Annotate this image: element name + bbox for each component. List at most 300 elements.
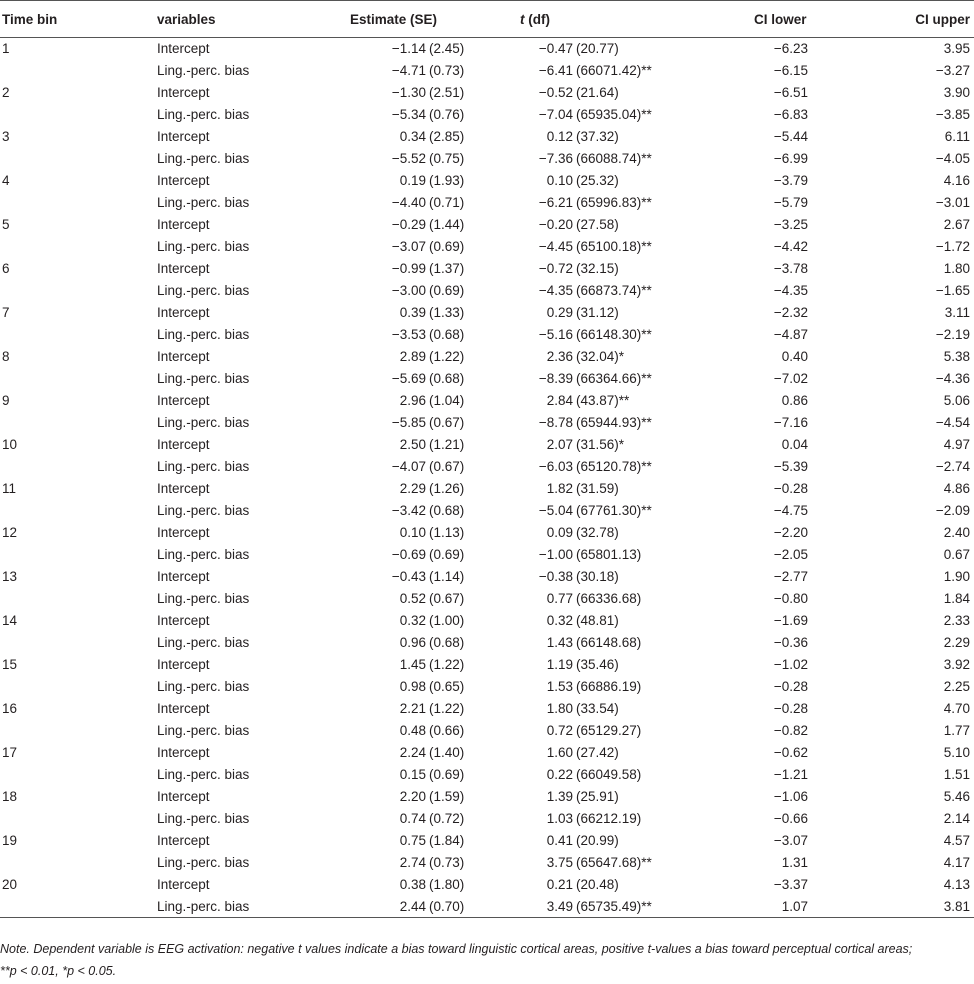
cell-ci-lower: [737, 170, 867, 192]
standard-error: (1.33): [429, 305, 465, 320]
cell-ci-upper: 4.57: [943, 833, 970, 848]
cell-estimate: [332, 588, 517, 610]
cell-ci-lower: [737, 192, 867, 214]
table-row: [0, 148, 974, 170]
cell-time-bin: 14: [2, 613, 18, 628]
cell-ci-lower: [737, 588, 867, 610]
table-row: [0, 764, 974, 786]
ci-lower-value: −2.32: [773, 305, 808, 320]
df-value: (32.78): [576, 525, 619, 540]
t-value: 3.49: [546, 898, 573, 914]
cell-t-df: [517, 808, 737, 830]
cell-ci-lower: [737, 764, 867, 786]
cell-time-bin: 6: [2, 261, 10, 276]
header-t-df: [517, 1, 737, 38]
cell-time-bin: [0, 324, 152, 346]
ci-lower-value: −6.23: [773, 41, 808, 57]
table-row: [0, 742, 974, 764]
ci-lower-value: −3.25: [773, 217, 808, 232]
cell-t-df: [517, 522, 737, 544]
ci-lower-value: 1.07: [781, 898, 808, 914]
cell-t-df: [517, 500, 737, 522]
df-value: (65100.18)**: [576, 239, 652, 254]
standard-error: (2.51): [429, 85, 465, 100]
estimate-value: −0.99: [391, 261, 426, 276]
standard-error: (0.73): [429, 855, 465, 870]
cell-estimate: [332, 346, 517, 368]
cell-time-bin: [0, 236, 152, 258]
cell-ci-upper: 4.70: [943, 701, 970, 716]
df-value: (66364.66)**: [576, 371, 652, 386]
t-value: −8.78: [538, 415, 573, 430]
cell-t-df: [517, 126, 737, 148]
cell-ci-lower: [737, 632, 867, 654]
ci-lower-value: −0.80: [773, 591, 808, 606]
standard-error: (1.22): [429, 349, 465, 364]
cell-variable: Intercept: [157, 789, 210, 804]
cell-estimate: [332, 808, 517, 830]
cell-t-df: [517, 896, 737, 918]
header-variables: variables: [152, 1, 332, 38]
estimate-value: −5.52: [391, 151, 426, 166]
cell-ci-upper: 2.33: [943, 613, 970, 628]
cell-ci-lower: [737, 258, 867, 280]
cell-t-df: [517, 654, 737, 676]
standard-error: (1.84): [429, 833, 465, 848]
standard-error: (1.59): [429, 789, 465, 804]
standard-error: (0.69): [429, 283, 465, 298]
t-value: −4.45: [538, 239, 573, 254]
t-value: 0.29: [546, 305, 573, 320]
cell-ci-lower: [737, 126, 867, 148]
table-row: [0, 698, 974, 720]
t-value: 1.39: [546, 789, 573, 804]
cell-time-bin: 4: [2, 173, 10, 188]
ci-lower-value: 0.04: [781, 437, 808, 452]
cell-variable: Intercept: [157, 85, 210, 100]
cell-estimate: [332, 676, 517, 698]
t-value: 1.03: [546, 811, 573, 826]
t-value: −0.52: [538, 85, 573, 100]
cell-ci-upper: −2.74: [935, 459, 970, 474]
cell-ci-upper: −3.27: [935, 63, 970, 78]
cell-estimate: [332, 104, 517, 126]
ci-lower-value: −3.37: [773, 877, 808, 892]
table-row: [0, 412, 974, 434]
cell-time-bin: [0, 676, 152, 698]
ci-lower-value: −4.75: [773, 503, 808, 518]
estimate-value: −0.29: [391, 217, 426, 232]
standard-error: (0.73): [429, 63, 465, 78]
cell-t-df: [517, 412, 737, 434]
standard-error: (0.68): [429, 327, 465, 342]
standard-error: (0.75): [429, 151, 465, 166]
cell-ci-lower: [737, 896, 867, 918]
cell-estimate: [332, 434, 517, 456]
cell-time-bin: 7: [2, 305, 10, 320]
table-row: [0, 302, 974, 324]
df-value: (65735.49)**: [576, 898, 652, 914]
df-value: (31.12): [576, 305, 619, 320]
ci-lower-value: −0.28: [773, 481, 808, 496]
cell-variable: Intercept: [157, 349, 210, 364]
cell-estimate: [332, 236, 517, 258]
cell-t-df: [517, 764, 737, 786]
cell-time-bin: 2: [2, 85, 10, 100]
table-row: [0, 280, 974, 302]
cell-ci-lower: [737, 214, 867, 236]
cell-estimate: [332, 214, 517, 236]
cell-ci-upper: 3.11: [944, 305, 970, 320]
estimate-value: 2.89: [399, 349, 426, 364]
cell-t-df: [517, 632, 737, 654]
cell-variable: Intercept: [157, 657, 210, 672]
standard-error: (0.70): [429, 898, 465, 914]
cell-t-df: [517, 390, 737, 412]
cell-variable: Intercept: [157, 437, 210, 452]
t-value: −1.00: [538, 547, 573, 562]
cell-time-bin: [0, 588, 152, 610]
t-value: −6.41: [538, 63, 573, 78]
cell-estimate: [332, 632, 517, 654]
table-row: [0, 456, 974, 478]
cell-t-df: [517, 82, 737, 104]
note-line-2: **p < 0.01, *p < 0.05.: [0, 964, 117, 978]
ci-lower-value: −5.44: [773, 129, 808, 144]
t-value: 0.21: [546, 877, 573, 892]
cell-ci-lower: [737, 478, 867, 500]
ci-lower-value: −2.05: [773, 547, 808, 562]
cell-estimate: [332, 258, 517, 280]
estimate-value: 0.74: [399, 811, 426, 826]
cell-ci-upper: −2.09: [935, 503, 970, 518]
standard-error: (1.13): [429, 525, 465, 540]
cell-time-bin: [0, 456, 152, 478]
header-row: [0, 1, 974, 38]
standard-error: (1.22): [429, 657, 465, 672]
df-value: (31.56)*: [576, 437, 625, 452]
t-value: 0.72: [546, 723, 573, 738]
estimate-value: −5.34: [391, 107, 426, 122]
standard-error: (2.45): [429, 41, 465, 57]
df-value: (27.42): [576, 745, 619, 760]
estimate-value: 0.19: [399, 173, 426, 188]
estimate-value: 2.50: [399, 437, 426, 452]
cell-ci-upper: 2.14: [943, 811, 970, 826]
cell-t-df: [517, 698, 737, 720]
cell-estimate: [332, 544, 517, 566]
standard-error: (1.93): [429, 173, 465, 188]
estimate-value: 0.52: [399, 591, 426, 606]
ci-lower-value: −3.78: [773, 261, 808, 276]
table-row: [0, 324, 974, 346]
df-value: (65935.04)**: [576, 107, 652, 122]
table-row: [0, 346, 974, 368]
estimate-value: −1.30: [391, 85, 426, 100]
cell-time-bin: 5: [2, 217, 10, 232]
cell-estimate: [332, 148, 517, 170]
cell-ci-lower: [737, 324, 867, 346]
table-row: [0, 830, 974, 852]
cell-variable: Ling.-perc. bias: [157, 107, 250, 122]
table-row: [0, 896, 974, 918]
t-value: −0.38: [538, 569, 573, 584]
cell-variable: Ling.-perc. bias: [157, 855, 250, 870]
cell-ci-lower: [737, 82, 867, 104]
cell-time-bin: [0, 412, 152, 434]
table-row: [0, 390, 974, 412]
cell-t-df: [517, 544, 737, 566]
df-value: (43.87)**: [576, 393, 630, 408]
cell-estimate: [332, 500, 517, 522]
cell-variable: Intercept: [157, 393, 210, 408]
ci-lower-value: −0.36: [773, 635, 808, 650]
estimate-value: 0.98: [399, 679, 426, 694]
t-value: −8.39: [538, 371, 573, 386]
t-value: 0.12: [546, 129, 573, 144]
cell-ci-upper: 5.10: [943, 745, 970, 760]
cell-variable: Ling.-perc. bias: [157, 327, 250, 342]
table-row: [0, 258, 974, 280]
cell-estimate: [332, 324, 517, 346]
cell-ci-lower: [737, 676, 867, 698]
table-row: [0, 588, 974, 610]
cell-ci-lower: [737, 280, 867, 302]
cell-estimate: [332, 720, 517, 742]
cell-estimate: [332, 522, 517, 544]
table-row: [0, 368, 974, 390]
ci-lower-value: −1.21: [773, 767, 808, 782]
df-value: (66148.30)**: [576, 327, 652, 342]
cell-ci-lower: [737, 368, 867, 390]
estimate-value: −3.00: [391, 283, 426, 298]
df-value: (66049.58): [576, 767, 642, 782]
cell-time-bin: [0, 632, 152, 654]
ci-lower-value: −0.82: [773, 723, 808, 738]
df-value: (37.32): [576, 129, 619, 144]
df-value: (27.58): [576, 217, 619, 232]
standard-error: (1.22): [429, 701, 465, 716]
cell-time-bin: [0, 368, 152, 390]
cell-time-bin: 20: [2, 877, 18, 892]
cell-t-df: [517, 456, 737, 478]
cell-t-df: [517, 720, 737, 742]
df-value: (65944.93)**: [576, 415, 652, 430]
ci-lower-value: −4.35: [773, 283, 808, 298]
standard-error: (0.69): [429, 767, 465, 782]
cell-estimate: [332, 280, 517, 302]
cell-variable: Ling.-perc. bias: [157, 679, 250, 694]
cell-ci-lower: [737, 104, 867, 126]
cell-t-df: [517, 280, 737, 302]
cell-time-bin: [0, 808, 152, 830]
cell-ci-upper: 2.25: [943, 679, 970, 694]
table-row: [0, 720, 974, 742]
cell-ci-upper: −4.05: [935, 151, 970, 166]
cell-ci-upper: 6.11: [944, 129, 970, 144]
cell-t-df: [517, 302, 737, 324]
df-value: (66886.19): [576, 679, 642, 694]
cell-time-bin: 16: [2, 701, 18, 716]
cell-time-bin: 12: [2, 525, 18, 540]
cell-estimate: [332, 852, 517, 874]
cell-ci-lower: [737, 610, 867, 632]
cell-ci-upper: 5.06: [943, 393, 970, 408]
cell-time-bin: [0, 720, 152, 742]
cell-ci-lower: [737, 236, 867, 258]
cell-ci-upper: 4.16: [943, 173, 970, 188]
cell-t-df: [517, 676, 737, 698]
estimate-value: 2.74: [399, 855, 426, 870]
table-row: [0, 676, 974, 698]
ci-lower-value: −1.06: [773, 789, 808, 804]
cell-variable: Ling.-perc. bias: [157, 63, 250, 78]
header-df: (df): [528, 11, 550, 27]
cell-t-df: [517, 148, 737, 170]
cell-estimate: [332, 412, 517, 434]
cell-ci-lower: [737, 434, 867, 456]
t-value: −4.35: [538, 283, 573, 298]
cell-ci-upper: 4.13: [943, 877, 970, 892]
cell-ci-upper: 4.86: [943, 481, 970, 496]
t-value: −5.04: [538, 503, 573, 518]
ci-lower-value: −2.77: [773, 569, 808, 584]
ci-lower-value: −3.07: [773, 833, 808, 848]
estimate-value: 0.34: [399, 129, 426, 144]
cell-ci-upper: 3.95: [943, 41, 970, 57]
cell-variable: Ling.-perc. bias: [157, 591, 250, 606]
header-time-bin: Time bin: [0, 1, 152, 38]
cell-t-df: [517, 104, 737, 126]
standard-error: (1.04): [429, 393, 465, 408]
estimate-value: 0.15: [399, 767, 426, 782]
cell-ci-lower: [737, 698, 867, 720]
cell-ci-upper: −1.65: [935, 283, 970, 298]
standard-error: (1.80): [429, 877, 465, 892]
cell-estimate: [332, 456, 517, 478]
t-value: 0.10: [546, 173, 573, 188]
cell-time-bin: [0, 60, 152, 82]
cell-ci-upper: −3.85: [935, 107, 970, 122]
cell-variable: Ling.-perc. bias: [157, 195, 250, 210]
cell-estimate: [332, 170, 517, 192]
cell-ci-upper: −2.19: [935, 327, 970, 342]
df-value: (20.48): [576, 877, 619, 892]
standard-error: (0.67): [429, 459, 465, 474]
cell-ci-upper: 5.46: [943, 789, 970, 804]
t-value: −6.03: [538, 459, 573, 474]
cell-t-df: [517, 258, 737, 280]
cell-ci-upper: 4.17: [943, 855, 970, 870]
cell-time-bin: 1: [2, 41, 10, 57]
cell-t-df: [517, 192, 737, 214]
cell-t-df: [517, 434, 737, 456]
table-row: [0, 500, 974, 522]
table-row: [0, 434, 974, 456]
cell-time-bin: 11: [2, 481, 17, 496]
t-value: −0.20: [538, 217, 573, 232]
cell-t-df: [517, 170, 737, 192]
cell-ci-upper: 1.84: [943, 591, 970, 606]
df-value: (65129.27): [576, 723, 642, 738]
table-body: [0, 38, 974, 918]
header-estimate: Estimate (SE): [332, 1, 517, 38]
cell-t-df: [517, 610, 737, 632]
estimate-value: −4.40: [391, 195, 426, 210]
table-row: [0, 214, 974, 236]
cell-variable: Ling.-perc. bias: [157, 811, 250, 826]
ci-lower-value: −4.87: [773, 327, 808, 342]
t-value: 1.43: [546, 635, 573, 650]
cell-ci-upper: 1.51: [943, 767, 970, 782]
cell-estimate: [332, 830, 517, 852]
standard-error: (1.14): [429, 569, 465, 584]
df-value: (66071.42)**: [576, 63, 652, 78]
ci-lower-value: −6.15: [773, 63, 808, 78]
cell-ci-upper: −1.72: [935, 239, 970, 254]
ci-lower-value: −1.02: [773, 657, 808, 672]
cell-time-bin: 18: [2, 789, 18, 804]
table-row: [0, 786, 974, 808]
estimate-value: −4.71: [391, 63, 426, 78]
cell-variable: Ling.-perc. bias: [157, 767, 250, 782]
cell-time-bin: 3: [2, 129, 10, 144]
cell-estimate: [332, 82, 517, 104]
estimate-value: 2.21: [399, 701, 426, 716]
cell-variable: Intercept: [157, 261, 210, 276]
estimate-value: 2.20: [399, 789, 426, 804]
df-value: (25.32): [576, 173, 619, 188]
cell-variable: Ling.-perc. bias: [157, 283, 250, 298]
t-value: 1.53: [546, 679, 573, 694]
estimate-value: −5.85: [391, 415, 426, 430]
standard-error: (0.69): [429, 239, 465, 254]
table-row: [0, 874, 974, 896]
table-note: [0, 938, 974, 982]
cell-variable: Ling.-perc. bias: [157, 635, 250, 650]
df-value: (66873.74)**: [576, 283, 652, 298]
cell-variable: Ling.-perc. bias: [157, 371, 250, 386]
cell-t-df: [517, 566, 737, 588]
cell-ci-lower: [737, 302, 867, 324]
cell-variable: Intercept: [157, 41, 210, 57]
cell-variable: Intercept: [157, 569, 210, 584]
t-value: −6.21: [538, 195, 573, 210]
table-row: [0, 610, 974, 632]
table-row: [0, 236, 974, 258]
cell-ci-lower: [737, 38, 867, 60]
cell-time-bin: [0, 764, 152, 786]
cell-ci-upper: 3.92: [943, 657, 970, 672]
cell-ci-upper: 1.80: [943, 261, 970, 276]
df-value: (48.81): [576, 613, 619, 628]
cell-ci-lower: [737, 390, 867, 412]
estimate-value: 0.32: [399, 613, 426, 628]
df-value: (31.59): [576, 481, 619, 496]
df-value: (20.99): [576, 833, 619, 848]
ci-lower-value: −0.28: [773, 701, 808, 716]
table-row: [0, 566, 974, 588]
cell-t-df: [517, 368, 737, 390]
estimate-value: −3.07: [391, 239, 426, 254]
table-row: [0, 852, 974, 874]
cell-variable: Ling.-perc. bias: [157, 151, 250, 166]
ci-lower-value: −0.66: [773, 811, 808, 826]
standard-error: (2.85): [429, 129, 465, 144]
cell-variable: Intercept: [157, 129, 210, 144]
cell-t-df: [517, 830, 737, 852]
ci-lower-value: −5.79: [773, 195, 808, 210]
